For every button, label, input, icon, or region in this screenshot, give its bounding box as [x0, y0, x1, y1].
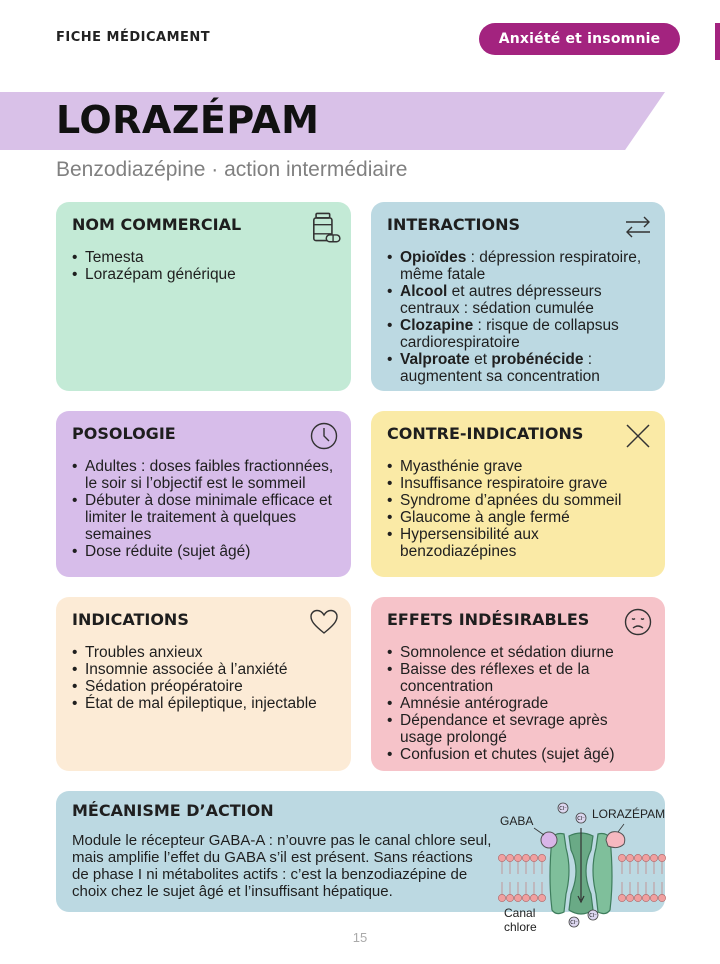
category-tag: Anxiété et insomnie [479, 23, 680, 55]
list-item: • Dépendance et sevrage après usage prolongé [387, 712, 649, 746]
list-item: • Sédation préopératoire [72, 678, 335, 695]
list-item [387, 351, 649, 385]
phospholipid-head [514, 894, 521, 901]
list-item: • Adultes : doses faibles fractionnées, le soir si l’objectif est le sommeil [72, 458, 335, 492]
list-item: • Lorazépam générique [72, 266, 335, 283]
list-item: • État de mal épileptique, injectable [72, 695, 335, 712]
phospholipid-head [506, 894, 513, 901]
chloride-ion [588, 910, 598, 920]
clock-icon [309, 421, 339, 451]
item-text: : dépression respiratoire, même fatale [400, 249, 642, 283]
list-item: • Syndrome d’apnées du sommeil [387, 492, 649, 509]
list-item: • Somnolence et sédation diurne [387, 644, 649, 661]
card-title: INDICATIONS [72, 610, 189, 629]
phospholipid-head [658, 854, 665, 861]
drug-name: probénécide [491, 351, 584, 368]
page-subtitle: Benzodiazépine · action intermédiaire [56, 158, 408, 181]
chloride-ion [569, 917, 579, 927]
phospholipid-head [626, 854, 633, 861]
card-title: POSOLOGIE [72, 424, 176, 443]
svg-text:Cl⁻: Cl⁻ [559, 806, 567, 812]
lorazepam-label: LORAZÉPAM [592, 807, 666, 821]
card-title: MÉCANISME D’ACTION [72, 801, 274, 820]
sad-face-icon [623, 607, 653, 637]
svg-text:Cl⁻: Cl⁻ [570, 920, 578, 926]
page-title: LORAZÉPAM [56, 98, 320, 142]
list-item: • Myasthénie grave [387, 458, 649, 475]
list-item: • Troubles anxieux [72, 644, 335, 661]
phospholipid-head [514, 854, 521, 861]
phospholipid-head [506, 854, 513, 861]
card-contre-indications [371, 411, 665, 577]
phospholipid-head [650, 894, 657, 901]
document-type-label: FICHE MÉDICAMENT [56, 30, 211, 45]
chloride-ion [576, 813, 586, 823]
card-posologie [56, 411, 351, 577]
cross-icon [623, 421, 653, 451]
phospholipid-head [618, 894, 625, 901]
drug-name: Clozapine [400, 317, 474, 334]
phospholipid-head [658, 894, 665, 901]
list-item: • Débuter à dose minimale efficace et limiter le traitement à quelques semaines [72, 492, 335, 543]
card-title: INTERACTIONS [387, 215, 521, 234]
item-text: et autres dépresseurs centraux : sédation cumulée [400, 283, 602, 317]
list-item: • Insuffisance respiratoire grave [387, 475, 649, 492]
card-title: CONTRE-INDICATIONS [387, 424, 584, 443]
phospholipid-head [498, 894, 505, 901]
list-item: • Glaucome à angle fermé [387, 509, 649, 526]
drug-name: Opioïdes [400, 249, 467, 266]
channel-label: Canal [504, 906, 536, 920]
drug-name: Valproate [400, 351, 470, 368]
card-nom-commercial [56, 202, 351, 391]
card-effets-indesirables [371, 597, 665, 771]
card-interactions [371, 202, 665, 391]
list-item: • Baisse des réflexes et de la concentration [387, 661, 649, 695]
list-item: • Hypersensibilité aux benzodiazépines [387, 526, 649, 560]
phospholipid-head [618, 854, 625, 861]
item-text: et [469, 351, 492, 368]
list-item: • Insomnie associée à l’anxiété [72, 661, 335, 678]
page-number: 15 [352, 930, 368, 945]
phospholipid-head [530, 894, 537, 901]
gaba-receptor-diagram [494, 790, 669, 940]
list-item [387, 249, 649, 283]
card-title: EFFETS INDÉSIRABLES [387, 610, 590, 629]
item-text: : risque de collapsus cardiorespiratoire [400, 317, 619, 351]
drug-name: Alcool [400, 283, 448, 300]
swap-arrows-icon [623, 212, 653, 242]
phospholipid-head [522, 894, 529, 901]
phospholipid-head [634, 854, 641, 861]
phospholipid-head [626, 894, 633, 901]
mechanism-text: Module le récepteur GABA-A : n’ouvre pas le canal chlore seul, mais amplifie l’effet du GABA s’il est présent. Sans réactions de phase I ni métabolites actifs : c’est la benzodiazépine de choix chez le sujet âgé et l’insuffisant hépatique. [72, 832, 492, 900]
list-item: • Confusion et chutes (sujet âgé) [387, 746, 649, 763]
lorazepam-molecule [606, 832, 625, 848]
heart-icon [309, 607, 339, 637]
channel-label: chlore [504, 920, 537, 934]
phospholipid-head [498, 854, 505, 861]
list-item: • Amnésie antérograde [387, 695, 649, 712]
phospholipid-head [650, 854, 657, 861]
svg-text:Cl⁻: Cl⁻ [577, 816, 585, 822]
phospholipid-head [634, 894, 641, 901]
card-title: NOM COMMERCIAL [72, 215, 242, 234]
pill-bottle-icon [307, 208, 341, 246]
svg-text:Cl⁻: Cl⁻ [589, 913, 597, 919]
list-item [387, 317, 649, 351]
item-text: : augmentent sa concentration [400, 351, 600, 385]
phospholipid-head [538, 854, 545, 861]
list-item: • Temesta [72, 249, 335, 266]
phospholipid-head [538, 894, 545, 901]
phospholipid-head [522, 854, 529, 861]
list-item [387, 283, 649, 317]
list-item: • Dose réduite (sujet âgé) [72, 543, 335, 560]
gaba-label: GABA [500, 814, 534, 828]
phospholipid-head [642, 894, 649, 901]
chloride-ion [558, 803, 568, 813]
edge-marker [715, 23, 720, 60]
card-indications [56, 597, 351, 771]
phospholipid-head [642, 854, 649, 861]
phospholipid-head [530, 854, 537, 861]
